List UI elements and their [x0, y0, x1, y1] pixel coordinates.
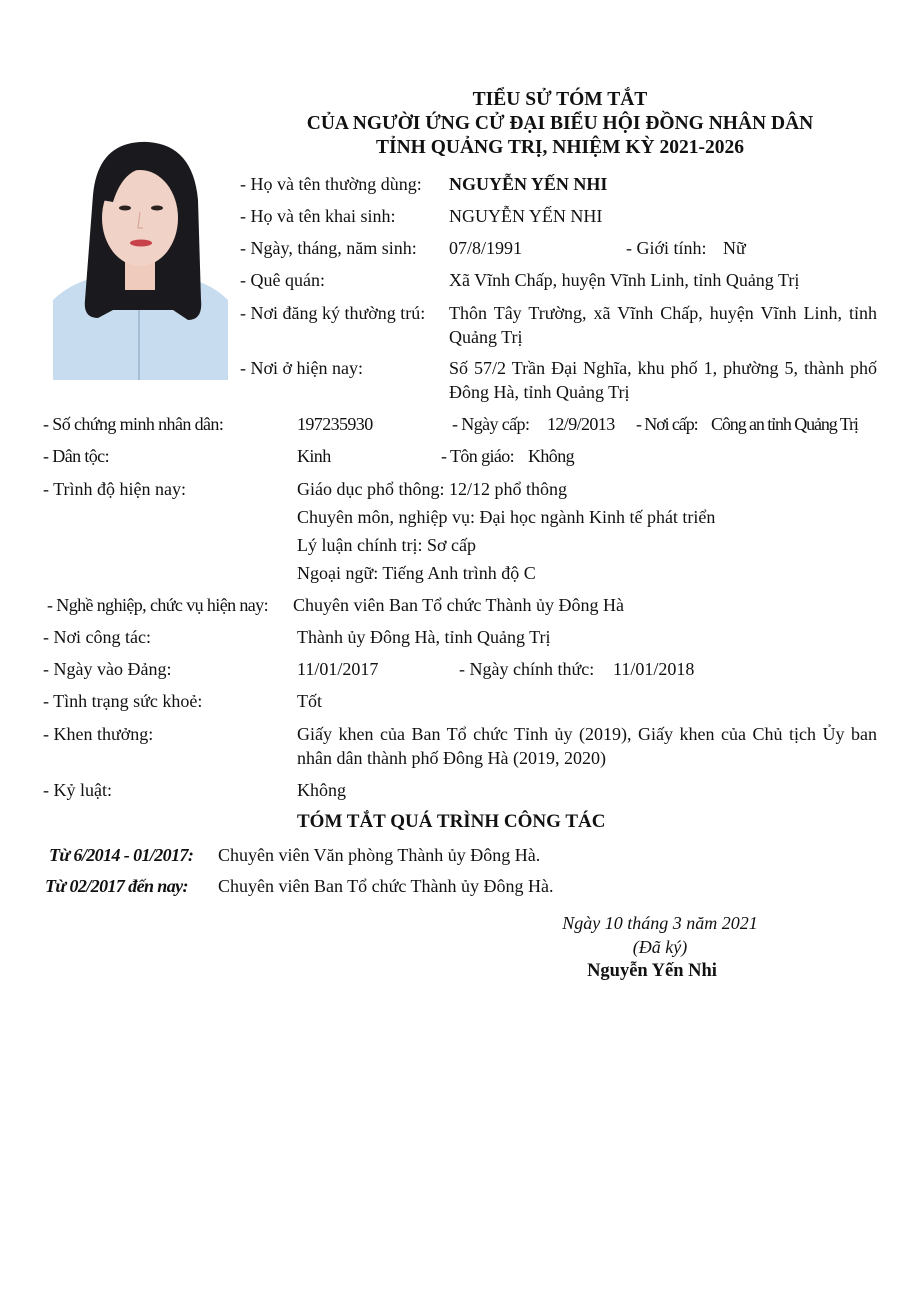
education-professional: Chuyên môn, nghiệp vụ: Đại học ngành Kinh tế phát triển: [297, 507, 716, 527]
party-join-date-label: - Ngày vào Đảng:: [43, 659, 172, 679]
issue-date-label: - Ngày cấp:: [452, 414, 530, 434]
workplace-value: Thành ủy Đông Hà, tỉnh Quảng Trị: [297, 627, 551, 647]
workplace-label: - Nơi công tác:: [43, 627, 151, 647]
id-number-value: 197235930: [297, 414, 373, 434]
hometown-value: Xã Vĩnh Chấp, huyện Vĩnh Linh, tỉnh Quảng Trị: [449, 270, 800, 290]
birth-name-value: NGUYỄN YẾN NHI: [449, 206, 603, 226]
signature-name: Nguyễn Yến Nhi: [587, 961, 717, 981]
health-value: Tốt: [297, 691, 322, 711]
id-number-label: - Số chứng minh nhân dân:: [43, 414, 224, 434]
document-subtitle: CỦA NGƯỜI ỨNG CỬ ĐẠI BIỂU HỘI ĐỒNG NHÂN DÂN: [306, 113, 814, 134]
career-period: Từ 6/2014 - 01/2017:: [49, 845, 194, 865]
party-join-date-value: 11/01/2017: [297, 659, 379, 679]
common-name-value: NGUYỄN YẾN NHI: [449, 174, 608, 194]
education-political: Lý luận chính trị: Sơ cấp: [297, 535, 476, 555]
awards-value: Giấy khen của Ban Tổ chức Tỉnh ủy (2019), Giấy khen của Chủ tịch Ủy ban nhân dân thành phố Đông Hà (2019, 2020): [297, 724, 877, 768]
issue-place-value: Công an tỉnh Quảng Trị: [711, 414, 858, 434]
permanent-residence-value: Thôn Tây Trường, xã Vĩnh Chấp, huyện Vĩnh Linh, tỉnh Quảng Trị: [449, 303, 877, 347]
document-term: TỈNH QUẢNG TRỊ, NHIỆM KỲ 2021-2026: [376, 137, 744, 158]
birth-date-value: 07/8/1991: [449, 238, 523, 258]
religion-value: Không: [528, 446, 574, 466]
permanent-residence-label: - Nơi đăng ký thường trú:: [240, 303, 426, 323]
health-label: - Tình trạng sức khoẻ:: [43, 691, 203, 711]
party-official-date-value: 11/01/2018: [613, 659, 695, 679]
document-title: TIỂU SỬ TÓM TẮT: [472, 89, 648, 110]
issue-place-label: - Nơi cấp:: [636, 414, 698, 434]
party-official-date-label: - Ngày chính thức:: [459, 659, 595, 679]
issue-date-value: 12/9/2013: [547, 414, 615, 434]
birth-date-label: - Ngày, tháng, năm sinh:: [240, 238, 417, 258]
current-residence-value: Số 57/2 Trần Đại Nghĩa, khu phố 1, phường 5, thành phố Đông Hà, tỉnh Quảng Trị: [449, 358, 877, 402]
education-language: Ngoại ngữ: Tiếng Anh trình độ C: [297, 563, 536, 583]
birth-name-label: - Họ và tên khai sinh:: [240, 206, 396, 226]
career-description: Chuyên viên Văn phòng Thành ủy Đông Hà.: [218, 845, 541, 865]
discipline-value: Không: [297, 780, 346, 800]
career-period: Từ 02/2017 đến nay:: [45, 876, 188, 896]
education-general: Giáo dục phổ thông: 12/12 phổ thông: [297, 479, 567, 499]
signature-date: Ngày 10 tháng 3 năm 2021: [562, 913, 758, 933]
ethnicity-label: - Dân tộc:: [43, 446, 109, 466]
discipline-label: - Kỷ luật:: [43, 780, 112, 800]
religion-label: - Tôn giáo:: [441, 446, 515, 466]
occupation-label: - Nghề nghiệp, chức vụ hiện nay:: [47, 595, 268, 615]
ethnicity-value: Kinh: [297, 446, 331, 466]
gender-value: Nữ: [723, 238, 746, 258]
portrait-photo: [53, 140, 228, 380]
education-label: - Trình độ hiện nay:: [43, 479, 187, 499]
career-description: Chuyên viên Ban Tổ chức Thành ủy Đông Hà.: [218, 876, 554, 896]
common-name-label: - Họ và tên thường dùng:: [240, 174, 422, 194]
occupation-value: Chuyên viên Ban Tổ chức Thành ủy Đông Hà: [293, 595, 625, 615]
hometown-label: - Quê quán:: [240, 270, 325, 290]
gender-label: - Giới tính:: [626, 238, 707, 258]
current-residence-label: - Nơi ở hiện nay:: [240, 358, 364, 378]
awards-label: - Khen thưởng:: [43, 724, 154, 744]
career-heading: TÓM TẮT QUÁ TRÌNH CÔNG TÁC: [297, 811, 606, 832]
portrait-icon: [53, 140, 228, 380]
signature-status: (Đã ký): [632, 937, 688, 957]
